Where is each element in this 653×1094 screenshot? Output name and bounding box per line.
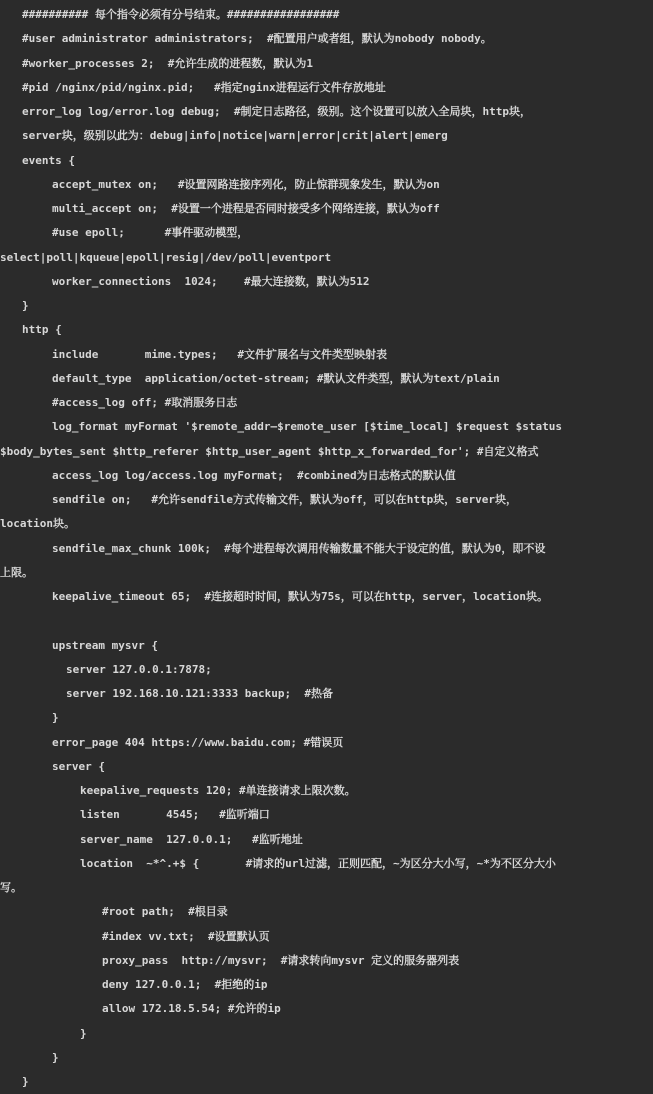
code-line: #index vv.txt; #设置默认页 [102,929,270,943]
code-line: include mime.types; #文件扩展名与文件类型映射表 [52,347,388,361]
code-line: worker_connections 1024; #最大连接数，默认为512 [52,274,370,288]
code-line: 写。 [0,881,22,894]
code-line: events { [22,153,75,167]
code-line: access_log log/access.log myFormat; #combined为日志格式的默认值 [52,468,456,482]
code-line: select|poll|kqueue|epoll|resig|/dev/poll|eventport [0,250,332,264]
code-line: allow 172.18.5.54; #允许的ip [102,1002,281,1016]
code-line: #root path; #根目录 [102,905,228,919]
code-line: server_name 127.0.0.1; #监听地址 [80,832,303,846]
code-line: upstream mysvr { [52,638,158,652]
code-line: multi_accept on; #设置一个进程是否同时接受多个网络连接，默认为off [52,202,440,215]
code-line: #use epoll; #事件驱动模型， [52,226,249,240]
code-line: server 127.0.0.1:7878; [66,662,212,676]
code-line: } [52,1050,59,1064]
code-line: sendfile on; #允许sendfile方式传输文件，默认为off，可以在http块，server块， [52,493,518,506]
code-line: #pid /nginx/pid/nginx.pid; #指定nginx进程运行文件存放地址 [22,80,386,94]
code-line: #worker_processes 2; #允许生成的进程数，默认为1 [22,56,313,70]
code-line: sendfile_max_chunk 100k; #每个进程每次调用传输数量不能大于设定的值，默认为0，即不设 [52,541,546,555]
code-line: proxy_pass http://mysvr; #请求转向mysvr 定义的服务器列表 [102,953,460,967]
code-line: 上限。 [0,565,33,579]
code-line: } [52,711,59,725]
code-line: error_log log/error.log debug; #制定日志路径，级别。这个设置可以放入全局块，http块， [22,105,532,118]
code-line: } [22,1075,29,1088]
code-line: http { [22,323,62,337]
code-line-blank [0,609,653,633]
code-line: location块。 [0,517,75,531]
code-line: keepalive_requests 120; #单连接请求上限次数。 [80,784,356,797]
code-line: server { [52,759,105,773]
code-line: listen 4545; #监听端口 [80,808,270,822]
code-line: error_page 404 https://www.baidu.com; #错误页 [52,735,344,749]
code-line: } [22,299,29,312]
code-line: accept_mutex on; #设置网路连接序列化，防止惊群现象发生，默认为on [52,177,440,191]
code-line: ########## 每个指令必须有分号结束。################# [22,8,340,21]
code-line: server 192.168.10.121:3333 backup; #热备 [66,687,334,700]
code-line: keepalive_timeout 65; #连接超时时间，默认为75s，可以在http，server，location块。 [52,590,549,603]
code-line: deny 127.0.0.1; #拒绝的ip [102,978,268,991]
code-line: log_format myFormat '$remote_addr–$remote_user [$time_local] $request $status [52,420,562,434]
code-line: default_type application/octet-stream; #默认文件类型，默认为text/plain [52,371,500,385]
code-line: server块，级别以此为：debug|info|notice|warn|error|crit|alert|emerg [22,129,448,143]
code-line: } [80,1026,87,1040]
code-line: #access_log off; #取消服务日志 [52,396,238,409]
code-line: #user administrator administrators; #配置用户或者组，默认为nobody nobody。 [22,32,492,46]
code-line: $body_bytes_sent $http_referer $http_user_agent $http_x_forwarded_for'; #自定义格式 [0,444,539,458]
code-line: location ~*^.+$ { #请求的url过滤，正则匹配，~为区分大小写，~*为不区分大小 [80,856,556,870]
